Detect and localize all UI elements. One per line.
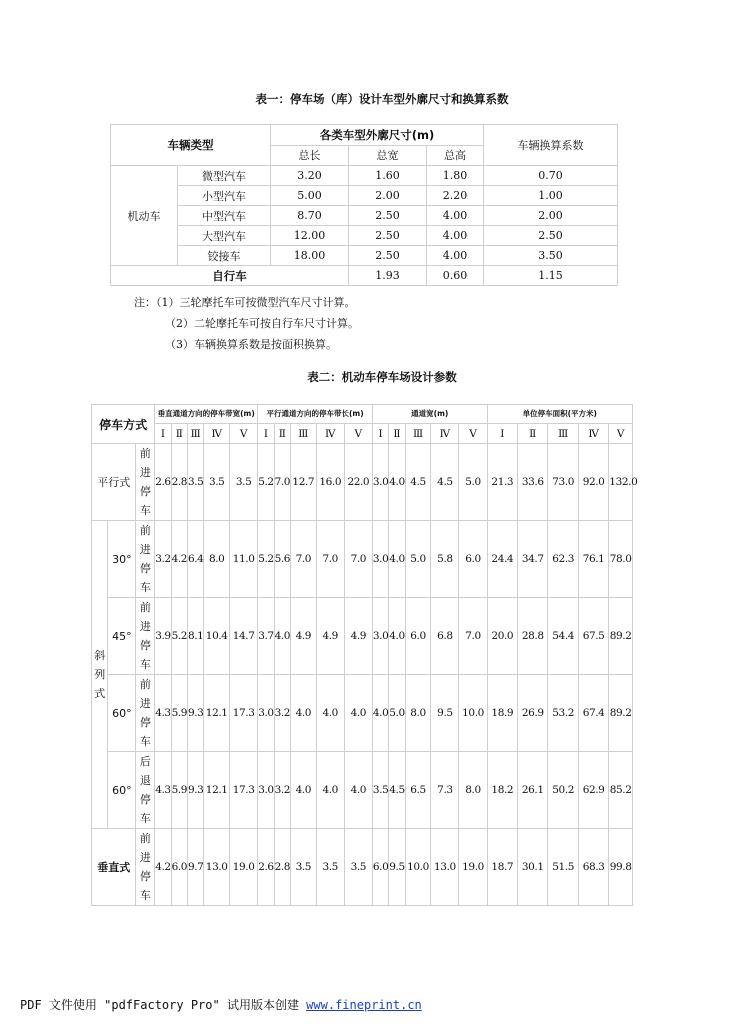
value-cell: 3.2	[155, 521, 171, 598]
class-header: Ⅱ	[274, 424, 290, 444]
value-cell: 3.2	[274, 675, 290, 752]
class-header: Ⅲ	[548, 424, 578, 444]
value-cell: 9.3	[187, 752, 203, 829]
value-cell: 26.1	[518, 752, 548, 829]
vehicle-name: 中型汽车	[178, 206, 271, 226]
value-cell: 4.0	[316, 675, 344, 752]
width-value: 2.50	[349, 226, 427, 246]
parking-type-label: 前进停车	[136, 829, 155, 906]
class-header: Ⅰ	[258, 424, 274, 444]
value-cell: 4.5	[389, 752, 405, 829]
vehicle-name: 大型汽车	[178, 226, 271, 246]
value-cell: 4.2	[171, 521, 187, 598]
parking-mode-label: 平行式	[92, 444, 136, 521]
class-header: Ⅴ	[459, 424, 487, 444]
table1-title: 表一：停车场（库）设计车型外廓尺寸和换算系数	[255, 92, 509, 106]
angle-label: 60°	[108, 752, 136, 829]
value-cell: 13.0	[431, 829, 459, 906]
value-cell: 3.0	[372, 444, 388, 521]
value-cell: 19.0	[459, 829, 487, 906]
table-row	[92, 829, 633, 906]
value-cell: 12.1	[204, 675, 230, 752]
value-cell: 132.0	[609, 444, 633, 521]
table-row	[111, 166, 618, 186]
value-cell: 17.3	[230, 675, 258, 752]
value-cell: 3.5	[290, 829, 316, 906]
value-cell: 22.0	[344, 444, 372, 521]
aisle-width-header: 通道宽(m)	[372, 405, 487, 424]
width-value: 2.50	[349, 206, 427, 226]
value-cell: 10.0	[459, 675, 487, 752]
value-cell: 10.4	[204, 598, 230, 675]
value-cell: 3.0	[372, 521, 388, 598]
value-cell: 3.5	[187, 444, 203, 521]
value-cell: 9.3	[187, 675, 203, 752]
motor-vehicle-label: 机动车	[111, 166, 178, 266]
value-cell: 5.6	[274, 521, 290, 598]
value-cell: 4.9	[290, 598, 316, 675]
length-value: 3.20	[271, 166, 349, 186]
class-header: Ⅰ	[372, 424, 388, 444]
value-cell: 3.9	[155, 598, 171, 675]
value-cell: 8.0	[405, 675, 431, 752]
value-cell: 85.2	[609, 752, 633, 829]
value-cell: 68.3	[578, 829, 608, 906]
value-cell: 19.0	[230, 829, 258, 906]
perp-width-header: 垂直通道方向的停车带宽(m)	[155, 405, 258, 424]
table-header-row	[111, 125, 618, 146]
bicycle-factor: 1.15	[484, 266, 618, 286]
value-cell: 30.1	[518, 829, 548, 906]
value-cell: 2.6	[155, 444, 171, 521]
table-row	[92, 521, 633, 598]
footer-text: PDF 文件使用 "pdfFactory Pro" 试用版本创建	[20, 998, 307, 1012]
parking-type-label: 前进停车	[136, 675, 155, 752]
value-cell: 4.0	[389, 444, 405, 521]
value-cell: 54.4	[548, 598, 578, 675]
height-value: 1.80	[427, 166, 484, 186]
note-item: （3）车辆换算系数是按面积换算。	[165, 338, 337, 351]
value-cell: 5.9	[171, 675, 187, 752]
parking-parameters-table	[91, 404, 638, 906]
class-header: Ⅲ	[290, 424, 316, 444]
value-cell: 4.0	[389, 521, 405, 598]
value-cell: 2.6	[258, 829, 274, 906]
value-cell: 50.2	[548, 752, 578, 829]
height-value: 2.20	[427, 186, 484, 206]
value-cell: 5.0	[405, 521, 431, 598]
value-cell: 3.5	[230, 444, 258, 521]
height-value: 4.00	[427, 206, 484, 226]
value-cell: 62.9	[578, 752, 608, 829]
parking-type-label: 前进停车	[136, 444, 155, 521]
value-cell: 5.2	[258, 444, 274, 521]
value-cell: 7.0	[459, 598, 487, 675]
value-cell: 3.2	[274, 752, 290, 829]
height-value: 4.00	[427, 246, 484, 266]
value-cell: 4.0	[389, 598, 405, 675]
value-cell: 18.7	[487, 829, 517, 906]
width-value: 1.60	[349, 166, 427, 186]
value-cell: 3.5	[316, 829, 344, 906]
class-header: Ⅱ	[518, 424, 548, 444]
vehicle-dimensions-table	[110, 124, 618, 286]
table-row	[111, 266, 618, 286]
width-value: 2.00	[349, 186, 427, 206]
value-cell: 99.8	[609, 829, 633, 906]
value-cell: 5.0	[459, 444, 487, 521]
value-cell: 6.0	[372, 829, 388, 906]
value-cell: 4.3	[155, 675, 171, 752]
fineprint-link[interactable]: www.fineprint.cn	[306, 998, 422, 1012]
class-header: Ⅳ	[578, 424, 608, 444]
value-cell: 8.0	[204, 521, 230, 598]
value-cell: 8.0	[459, 752, 487, 829]
notes-prefix: 注：	[134, 296, 156, 309]
table-row	[92, 752, 633, 829]
value-cell: 16.0	[316, 444, 344, 521]
length-value: 18.00	[271, 246, 349, 266]
table-header-row	[92, 405, 633, 424]
value-cell: 2.8	[171, 444, 187, 521]
value-cell: 4.0	[290, 752, 316, 829]
angle-label: 30°	[108, 521, 136, 598]
value-cell: 9.5	[389, 829, 405, 906]
table-row	[111, 226, 618, 246]
value-cell: 7.3	[431, 752, 459, 829]
factor-value: 0.70	[484, 166, 618, 186]
parking-type-label: 后退停车	[136, 752, 155, 829]
value-cell: 5.2	[171, 598, 187, 675]
angle-label: 45°	[108, 598, 136, 675]
value-cell: 7.0	[344, 521, 372, 598]
bicycle-width: 1.93	[349, 266, 427, 286]
oblique-mode-label: 斜列式	[92, 521, 108, 829]
value-cell: 4.3	[155, 752, 171, 829]
value-cell: 6.4	[187, 521, 203, 598]
value-cell: 18.2	[487, 752, 517, 829]
value-cell: 3.0	[258, 752, 274, 829]
table-row	[111, 186, 618, 206]
value-cell: 67.5	[578, 598, 608, 675]
value-cell: 4.0	[344, 752, 372, 829]
factor-value: 2.50	[484, 226, 618, 246]
value-cell: 7.0	[316, 521, 344, 598]
value-cell: 3.5	[344, 829, 372, 906]
value-cell: 4.0	[274, 598, 290, 675]
value-cell: 92.0	[578, 444, 608, 521]
factor-header: 车辆换算系数	[484, 125, 618, 166]
table2-title: 表二：机动车停车场设计参数	[307, 370, 457, 384]
value-cell: 8.1	[187, 598, 203, 675]
factor-value: 1.00	[484, 186, 618, 206]
value-cell: 73.0	[548, 444, 578, 521]
class-header: Ⅴ	[230, 424, 258, 444]
table-row	[92, 598, 633, 675]
value-cell: 12.7	[290, 444, 316, 521]
value-cell: 4.0	[344, 675, 372, 752]
value-cell: 20.0	[487, 598, 517, 675]
class-header: Ⅰ	[487, 424, 517, 444]
dims-group-header: 各类车型外廓尺寸(m)	[271, 125, 484, 146]
vehicle-name: 微型汽车	[178, 166, 271, 186]
vehicle-name: 铰接车	[178, 246, 271, 266]
value-cell: 5.8	[431, 521, 459, 598]
value-cell: 26.9	[518, 675, 548, 752]
value-cell: 5.2	[258, 521, 274, 598]
table-row	[92, 675, 633, 752]
class-header: Ⅴ	[344, 424, 372, 444]
value-cell: 28.8	[518, 598, 548, 675]
value-cell: 5.9	[171, 752, 187, 829]
bicycle-name: 自行车	[111, 266, 349, 286]
width-value: 2.50	[349, 246, 427, 266]
value-cell: 13.0	[204, 829, 230, 906]
table1-notes	[134, 292, 359, 355]
value-cell: 6.0	[171, 829, 187, 906]
value-cell: 67.4	[578, 675, 608, 752]
value-cell: 12.1	[204, 752, 230, 829]
value-cell: 3.5	[204, 444, 230, 521]
value-cell: 18.9	[487, 675, 517, 752]
vehicle-type-header: 车辆类型	[111, 125, 271, 166]
value-cell: 34.7	[518, 521, 548, 598]
parallel-length-header: 平行通道方向的停车带长(m)	[258, 405, 373, 424]
parking-type-label: 前进停车	[136, 521, 155, 598]
length-value: 5.00	[271, 186, 349, 206]
value-cell: 78.0	[609, 521, 633, 598]
value-cell: 21.3	[487, 444, 517, 521]
height-value: 4.00	[427, 226, 484, 246]
unit-area-header: 单位停车面积(平方米)	[487, 405, 632, 424]
value-cell: 33.6	[518, 444, 548, 521]
class-header: Ⅲ	[187, 424, 203, 444]
value-cell: 4.0	[372, 675, 388, 752]
value-cell: 4.0	[316, 752, 344, 829]
value-cell: 10.0	[405, 829, 431, 906]
value-cell: 4.5	[405, 444, 431, 521]
angle-label: 60°	[108, 675, 136, 752]
class-header-row	[92, 424, 633, 444]
value-cell: 51.5	[548, 829, 578, 906]
table-row	[111, 246, 618, 266]
pdf-footer	[20, 996, 422, 1013]
value-cell: 76.1	[578, 521, 608, 598]
value-cell: 6.0	[405, 598, 431, 675]
value-cell: 4.0	[290, 675, 316, 752]
class-header: Ⅳ	[204, 424, 230, 444]
value-cell: 3.7	[258, 598, 274, 675]
note-item: （1）三轮摩托车可按微型汽车尺寸计算。	[156, 296, 356, 309]
class-header: Ⅱ	[171, 424, 187, 444]
width-header: 总宽	[349, 145, 427, 166]
table-row	[92, 444, 633, 521]
table-row	[111, 206, 618, 226]
class-header: Ⅱ	[389, 424, 405, 444]
note-item: （2）二轮摩托车可按自行车尺寸计算。	[165, 317, 359, 330]
value-cell: 9.7	[187, 829, 203, 906]
parking-mode-label: 垂直式	[92, 829, 136, 906]
value-cell: 4.5	[431, 444, 459, 521]
class-header: Ⅰ	[155, 424, 171, 444]
value-cell: 4.9	[316, 598, 344, 675]
class-header: Ⅳ	[316, 424, 344, 444]
class-header: Ⅲ	[405, 424, 431, 444]
value-cell: 7.0	[290, 521, 316, 598]
value-cell: 7.0	[274, 444, 290, 521]
bicycle-height: 0.60	[427, 266, 484, 286]
class-header: Ⅴ	[609, 424, 633, 444]
value-cell: 89.2	[609, 598, 633, 675]
height-header: 总高	[427, 145, 484, 166]
vehicle-name: 小型汽车	[178, 186, 271, 206]
value-cell: 5.0	[389, 675, 405, 752]
value-cell: 3.0	[258, 675, 274, 752]
factor-value: 3.50	[484, 246, 618, 266]
value-cell: 89.2	[609, 675, 633, 752]
value-cell: 6.5	[405, 752, 431, 829]
length-value: 8.70	[271, 206, 349, 226]
value-cell: 62.3	[548, 521, 578, 598]
value-cell: 6.0	[459, 521, 487, 598]
value-cell: 14.7	[230, 598, 258, 675]
value-cell: 9.5	[431, 675, 459, 752]
value-cell: 2.8	[274, 829, 290, 906]
value-cell: 6.8	[431, 598, 459, 675]
value-cell: 3.0	[372, 598, 388, 675]
parking-type-label: 前进停车	[136, 598, 155, 675]
value-cell: 53.2	[548, 675, 578, 752]
value-cell: 3.5	[372, 752, 388, 829]
value-cell: 17.3	[230, 752, 258, 829]
value-cell: 11.0	[230, 521, 258, 598]
length-value: 12.00	[271, 226, 349, 246]
factor-value: 2.00	[484, 206, 618, 226]
value-cell: 24.4	[487, 521, 517, 598]
value-cell: 4.9	[344, 598, 372, 675]
value-cell: 4.2	[155, 829, 171, 906]
parking-mode-header: 停车方式	[92, 405, 155, 444]
length-header: 总长	[271, 145, 349, 166]
class-header: Ⅳ	[431, 424, 459, 444]
